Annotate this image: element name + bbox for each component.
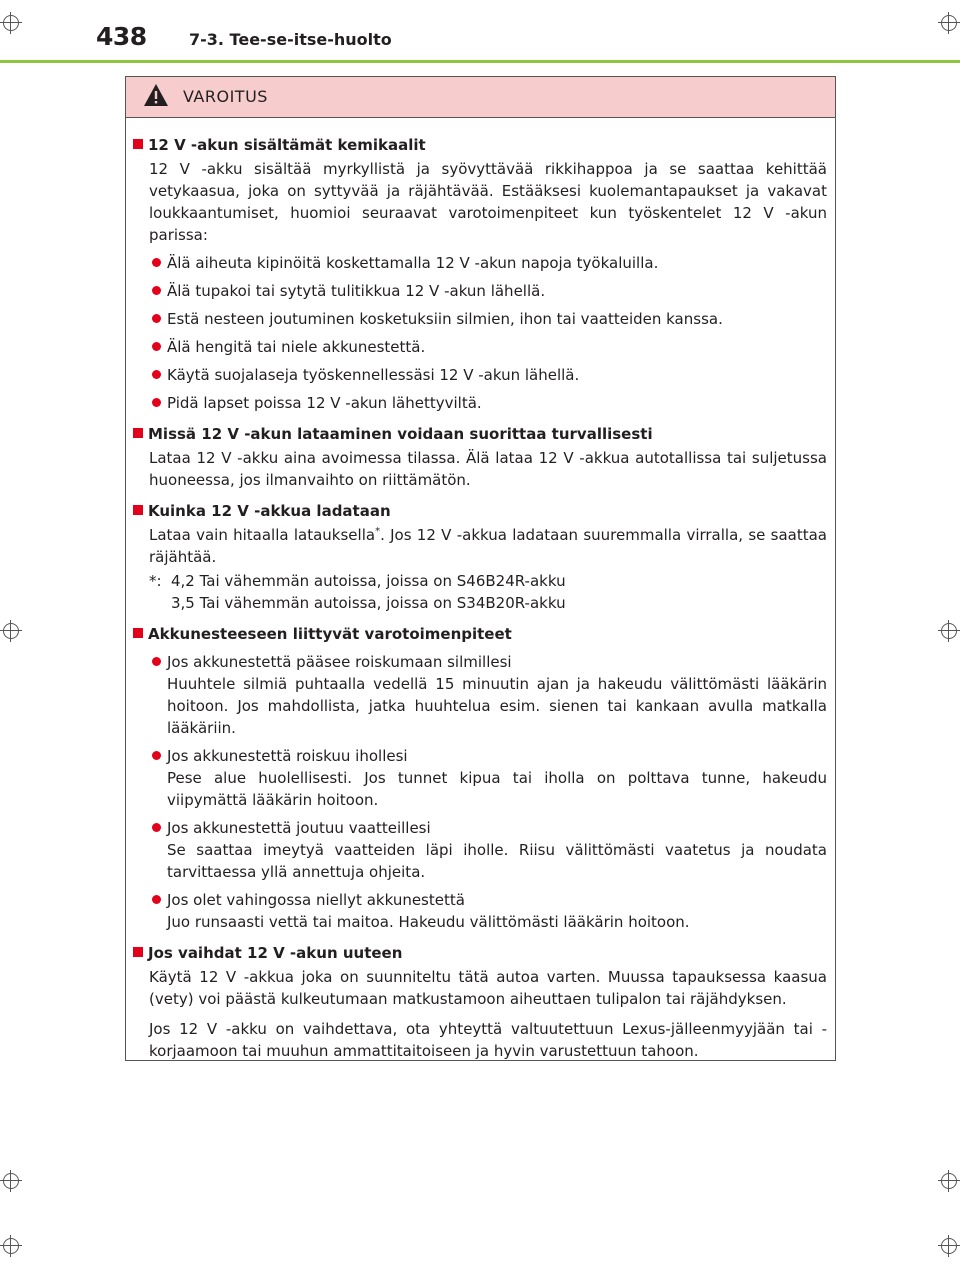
- crop-mark-mid-left: [0, 620, 22, 642]
- footnote: [149, 570, 827, 614]
- fluid-item-skin: [149, 745, 827, 811]
- footnote-star: *: [375, 526, 381, 537]
- bullet-item: Älä hengitä tai niele akkunestettä.: [149, 336, 827, 358]
- how-to-charge-text-a: Lataa vain hitaalla latauksella: [149, 526, 376, 544]
- fluid-item-clothes: [149, 817, 827, 883]
- warning-triangle-icon: [143, 83, 169, 107]
- paragraph-where-to-charge: Lataa 12 V -akku aina avoimessa tilassa. Älä lataa 12 V -akkua autotallissa tai suljetussa huoneessa, jos ilmanvaihto on riittämätön.: [149, 449, 827, 489]
- fluid-item-text: Se saattaa imeytyä vaatteiden läpi iholle. Riisu välittömästi vaatetus ja noudata tarvittaessa yllä annettuja ohjeita.: [167, 841, 827, 881]
- crop-mark-lower-left: [0, 1170, 22, 1192]
- warning-box: [125, 76, 836, 1061]
- bullet-item: Estä nesteen joutuminen kosketuksiin silmien, ihon tai vaatteiden kanssa.: [149, 308, 827, 330]
- fluid-item-text: Huuhtele silmiä puhtaalla vedellä 15 minuutin ajan ja hakeudu välittömästi lääkärin hoitoon. Jos mahdollista, jatka huuhtelua esim. sienen tai kankaan avulla matkalla lääkäriin.: [167, 675, 827, 737]
- paragraph-how-to-charge: [149, 524, 827, 568]
- bullet-item: Älä tupakoi tai sytytä tulitikkua 12 V -akun lähellä.: [149, 280, 827, 302]
- bullet-item: Pidä lapset poissa 12 V -akun lähettyviltä.: [149, 392, 827, 414]
- how-to-charge-text-b: . Jos 12 V -akkua ladataan suuremmalla virralla, se saattaa räjähtää.: [149, 526, 827, 566]
- crop-mark-top-left: [0, 12, 22, 34]
- paragraph-chemicals: 12 V -akku sisältää myrkyllistä ja syövyttävää rikkihappoa ja se saattaa kehittää vetykaasua, joka on syttyvää ja räjähtävää. Estääksesi kuolemantapaukset ja vakavat loukkaantumiset, huomioi seuraavat varotoimenpiteet kun työskentelet 12 V -akun parissa:: [149, 160, 827, 244]
- section-heading-fluid-precautions: Akkunesteeseen liittyvät varotoimenpiteet: [132, 623, 827, 645]
- crop-mark-top-right: [938, 12, 960, 34]
- section-title: 7-3. Tee-se-itse-huolto: [189, 30, 392, 49]
- crop-mark-mid-right: [938, 620, 960, 642]
- crop-mark-lower-right: [938, 1170, 960, 1192]
- bullet-item: Käytä suojalaseja työskennellessäsi 12 V -akun lähellä.: [149, 364, 827, 386]
- paragraph-replacing-2: Jos 12 V -akku on vaihdettava, ota yhteyttä valtuutettuun Lexus-jälleenmyyjään tai -korjaamoon tai muuhun ammattitaitoiseen ja hyvin varustettuun tahoon.: [149, 1020, 827, 1060]
- page-number: 438: [96, 22, 147, 51]
- footnote-line-1: 4,2 Tai vähemmän autoissa, joissa on S46B24R-akku: [171, 572, 566, 590]
- warning-body: [126, 118, 835, 1062]
- warning-title: VAROITUS: [183, 87, 268, 106]
- fluid-item-title: Jos olet vahingossa niellyt akkunestettä: [167, 891, 465, 909]
- paragraph-replacing-1: Käytä 12 V -akkua joka on suunniteltu tätä autoa varten. Muussa tapauksessa kaasua (vety) voi päästä kulkeutumaan matkustamoon aiheuttaen tulipalon tai räjähdyksen.: [149, 968, 827, 1008]
- fluid-item-swallowed: [149, 889, 827, 933]
- crop-mark-bottom-right: [938, 1235, 960, 1257]
- crop-mark-bottom-left: [0, 1235, 22, 1257]
- section-heading-how-to-charge: Kuinka 12 V -akkua ladataan: [132, 500, 827, 522]
- section-heading-chemicals: 12 V -akun sisältämät kemikaalit: [132, 134, 827, 156]
- footnote-mark: *:: [149, 572, 162, 590]
- fluid-item-text: Juo runsaasti vettä tai maitoa. Hakeudu välittömästi lääkärin hoitoon.: [167, 913, 690, 931]
- fluid-item-title: Jos akkunestettä roiskuu ihollesi: [167, 747, 408, 765]
- fluid-item-title: Jos akkunestettä pääsee roiskumaan silmillesi: [167, 653, 512, 671]
- section-heading-where-to-charge: Missä 12 V -akun lataaminen voidaan suorittaa turvallisesti: [132, 423, 827, 445]
- warning-header: [126, 77, 835, 118]
- fluid-item-eyes: [149, 651, 827, 739]
- footnote-line-2: 3,5 Tai vähemmän autoissa, joissa on S34B20R-akku: [171, 594, 566, 612]
- section-heading-replacing-battery: Jos vaihdat 12 V -akun uuteen: [132, 942, 827, 964]
- fluid-item-title: Jos akkunestettä joutuu vaatteillesi: [167, 819, 431, 837]
- bullet-item: Älä aiheuta kipinöitä koskettamalla 12 V -akun napoja työkaluilla.: [149, 252, 827, 274]
- fluid-item-text: Pese alue huolellisesti. Jos tunnet kipua tai iholla on polttava tunne, hakeudu viipymättä lääkärin hoitoon.: [167, 769, 827, 809]
- header-rule: [0, 60, 960, 63]
